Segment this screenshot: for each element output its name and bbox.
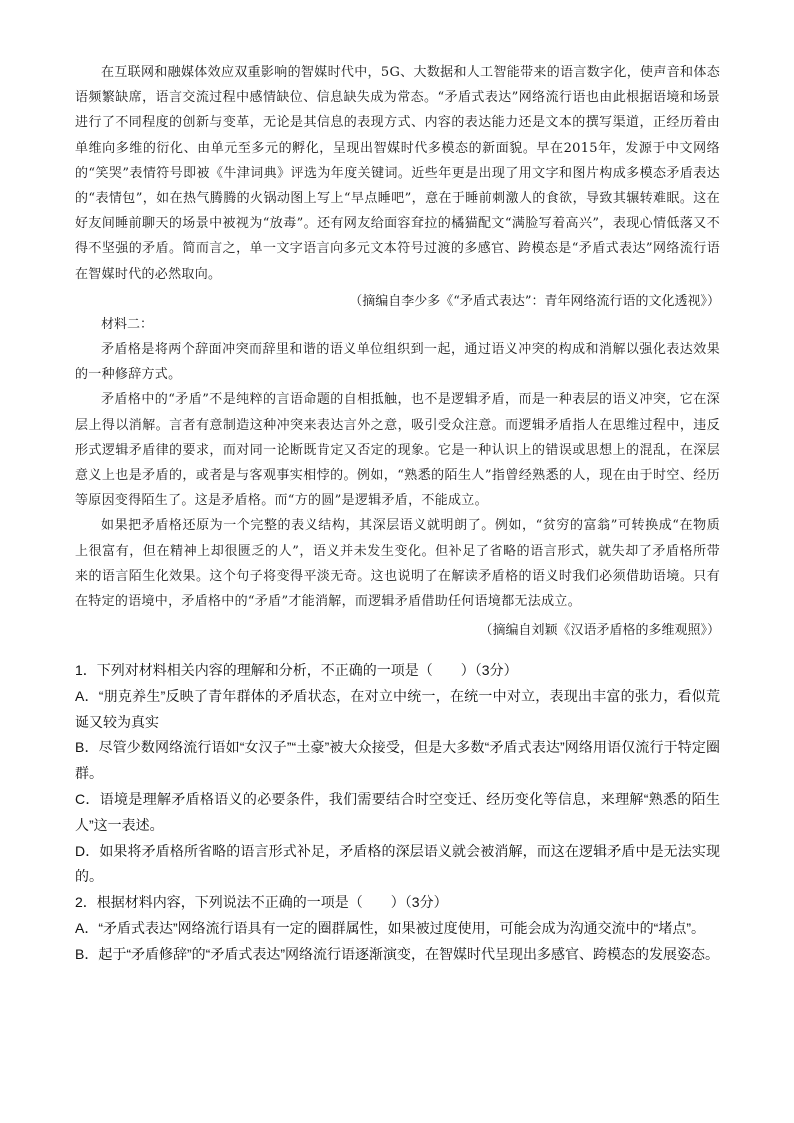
question-2-stem: 2．根据材料内容，下列说法不正确的一项是（ ）（3分） (75, 894, 448, 911)
material-two-label: 材料二： (101, 317, 154, 332)
material-two-section (75, 312, 720, 643)
question-2-option-b: B．起于“矛盾修辞”的“矛盾式表达”网络流行语逐渐演变，在智媒时代呈现出多感官、跨模态的发展姿态。 (75, 945, 719, 962)
question-1-stem: 1．下列对材料相关内容的理解和分析，不正确的一项是（ ）（3分） (75, 662, 518, 678)
question-1 (75, 658, 720, 890)
material-one-paragraph: 在互联网和融媒体效应双重影响的智媒时代中，5G、大数据和人工智能带来的语言数字化，使声音和体态语频繁缺席，语言交流过程中感情缺位、信息缺失成为常态。“矛盾式表达”网络流行语也由此根据语境和场景进行了不同程度的创新与变革，无论是其信息的表现方式、内容的表达能力还是文本的撰写渠道，正经历着由单维向多维的衍化、由单元至多元的孵化，呈现出智媒时代多模态的新面貌。早在2015年，发源于中文网络的“笑哭”表情符号即被《牛津词典》评选为年度关键词。近些年更是出现了用文字和图片构成多模态矛盾表达的“表情包”，如在热气腾腾的火锅动图上写上“早点睡吧”，意在于睡前刺激人的食欲，导致其辗转难眠。这在好友间睡前聊天的场景中被视为“放毒”。还有网友给面容耷拉的橘猫配文“满脸写着高兴”，表现心情低落又不得不坚强的矛盾。简而言之，单一文字语言向多元文本符号过渡的多感官、跨模态是“矛盾式表达”网络流行语在智媒时代的必然取向。 (75, 65, 720, 282)
question-2-option-a: A．“矛盾式表达”网络流行语具有一定的圈群属性，如果被过度使用，可能会成为沟通交流中的“堵点”。 (75, 919, 705, 936)
question-1-option-a: A．“朋克养生”反映了青年群体的矛盾状态，在对立中统一，在统一中对立，表现出丰富的张力，看似荒诞又较为真实 (75, 687, 720, 730)
material-two-paragraph-3: 如果把矛盾格还原为一个完整的表义结构，其深层语义就明朗了。例如，“贫穷的富翁”可转换成“在物质上很富有，但在精神上却很匮乏的人”，语义并未发生变化。但补足了省略的语言形式，就失却了矛盾格所带来的语言陌生化效果。这个句子将变得平淡无奇。这也说明了在解读矛盾格的语义时我们必须借助语境。只有在特定的语境中，矛盾格中的“矛盾”才能消解，而逻辑矛盾借助任何语境都无法成立。 (75, 518, 720, 610)
questions-section (75, 658, 720, 968)
question-1-option-d: D．如果将矛盾格所省略的语言形式补足，矛盾格的深层语义就会被消解，而这在逻辑矛盾中是无法实现的。 (75, 842, 720, 885)
material-two-paragraph-2: 矛盾格中的“矛盾”不是纯粹的言语命题的自相抵触，也不是逻辑矛盾，而是一种表层的语义冲突，它在深层上得以消解。言者有意制造这种冲突来表达言外之意，吸引受众注意。而逻辑矛盾指人在思维过程中，违反形式逻辑矛盾律的要求，而对同一论断既肯定又否定的现象。它是一种认识上的错误或思想上的混乱，在深层意义上也是矛盾的，或者是与客观事实相悖的。例如，“熟悉的陌生人”指曾经熟悉的人，现在由于时空、经历等原因变得陌生了。这是矛盾格。而“方的圆”是逻辑矛盾，不能成立。 (75, 392, 720, 509)
question-1-option-b: B．尽管少数网络流行语如“女汉子”“土豪”被大众接受，但是大多数“矛盾式表达”网络用语仅流行于特定圈群。 (75, 739, 720, 782)
material-two-paragraph-1: 矛盾格是将两个辞面冲突而辞里和谐的语义单位组织到一起，通过语义冲突的构成和消解以强化表达效果的一种修辞方式。 (75, 342, 720, 383)
material-one-section (75, 60, 720, 314)
material-one-source: （摘编自李少多《“矛盾式表达”：青年网络流行语的文化透视》） (349, 293, 720, 309)
question-2 (75, 890, 720, 967)
material-two-source: （摘编自刘颖《汉语矛盾格的多维观照》） (479, 623, 720, 639)
question-1-option-c: C．语境是理解矛盾格语义的必要条件，我们需要结合时空变迁、经历变化等信息，来理解“熟悉的陌生人”这一表述。 (75, 790, 720, 833)
